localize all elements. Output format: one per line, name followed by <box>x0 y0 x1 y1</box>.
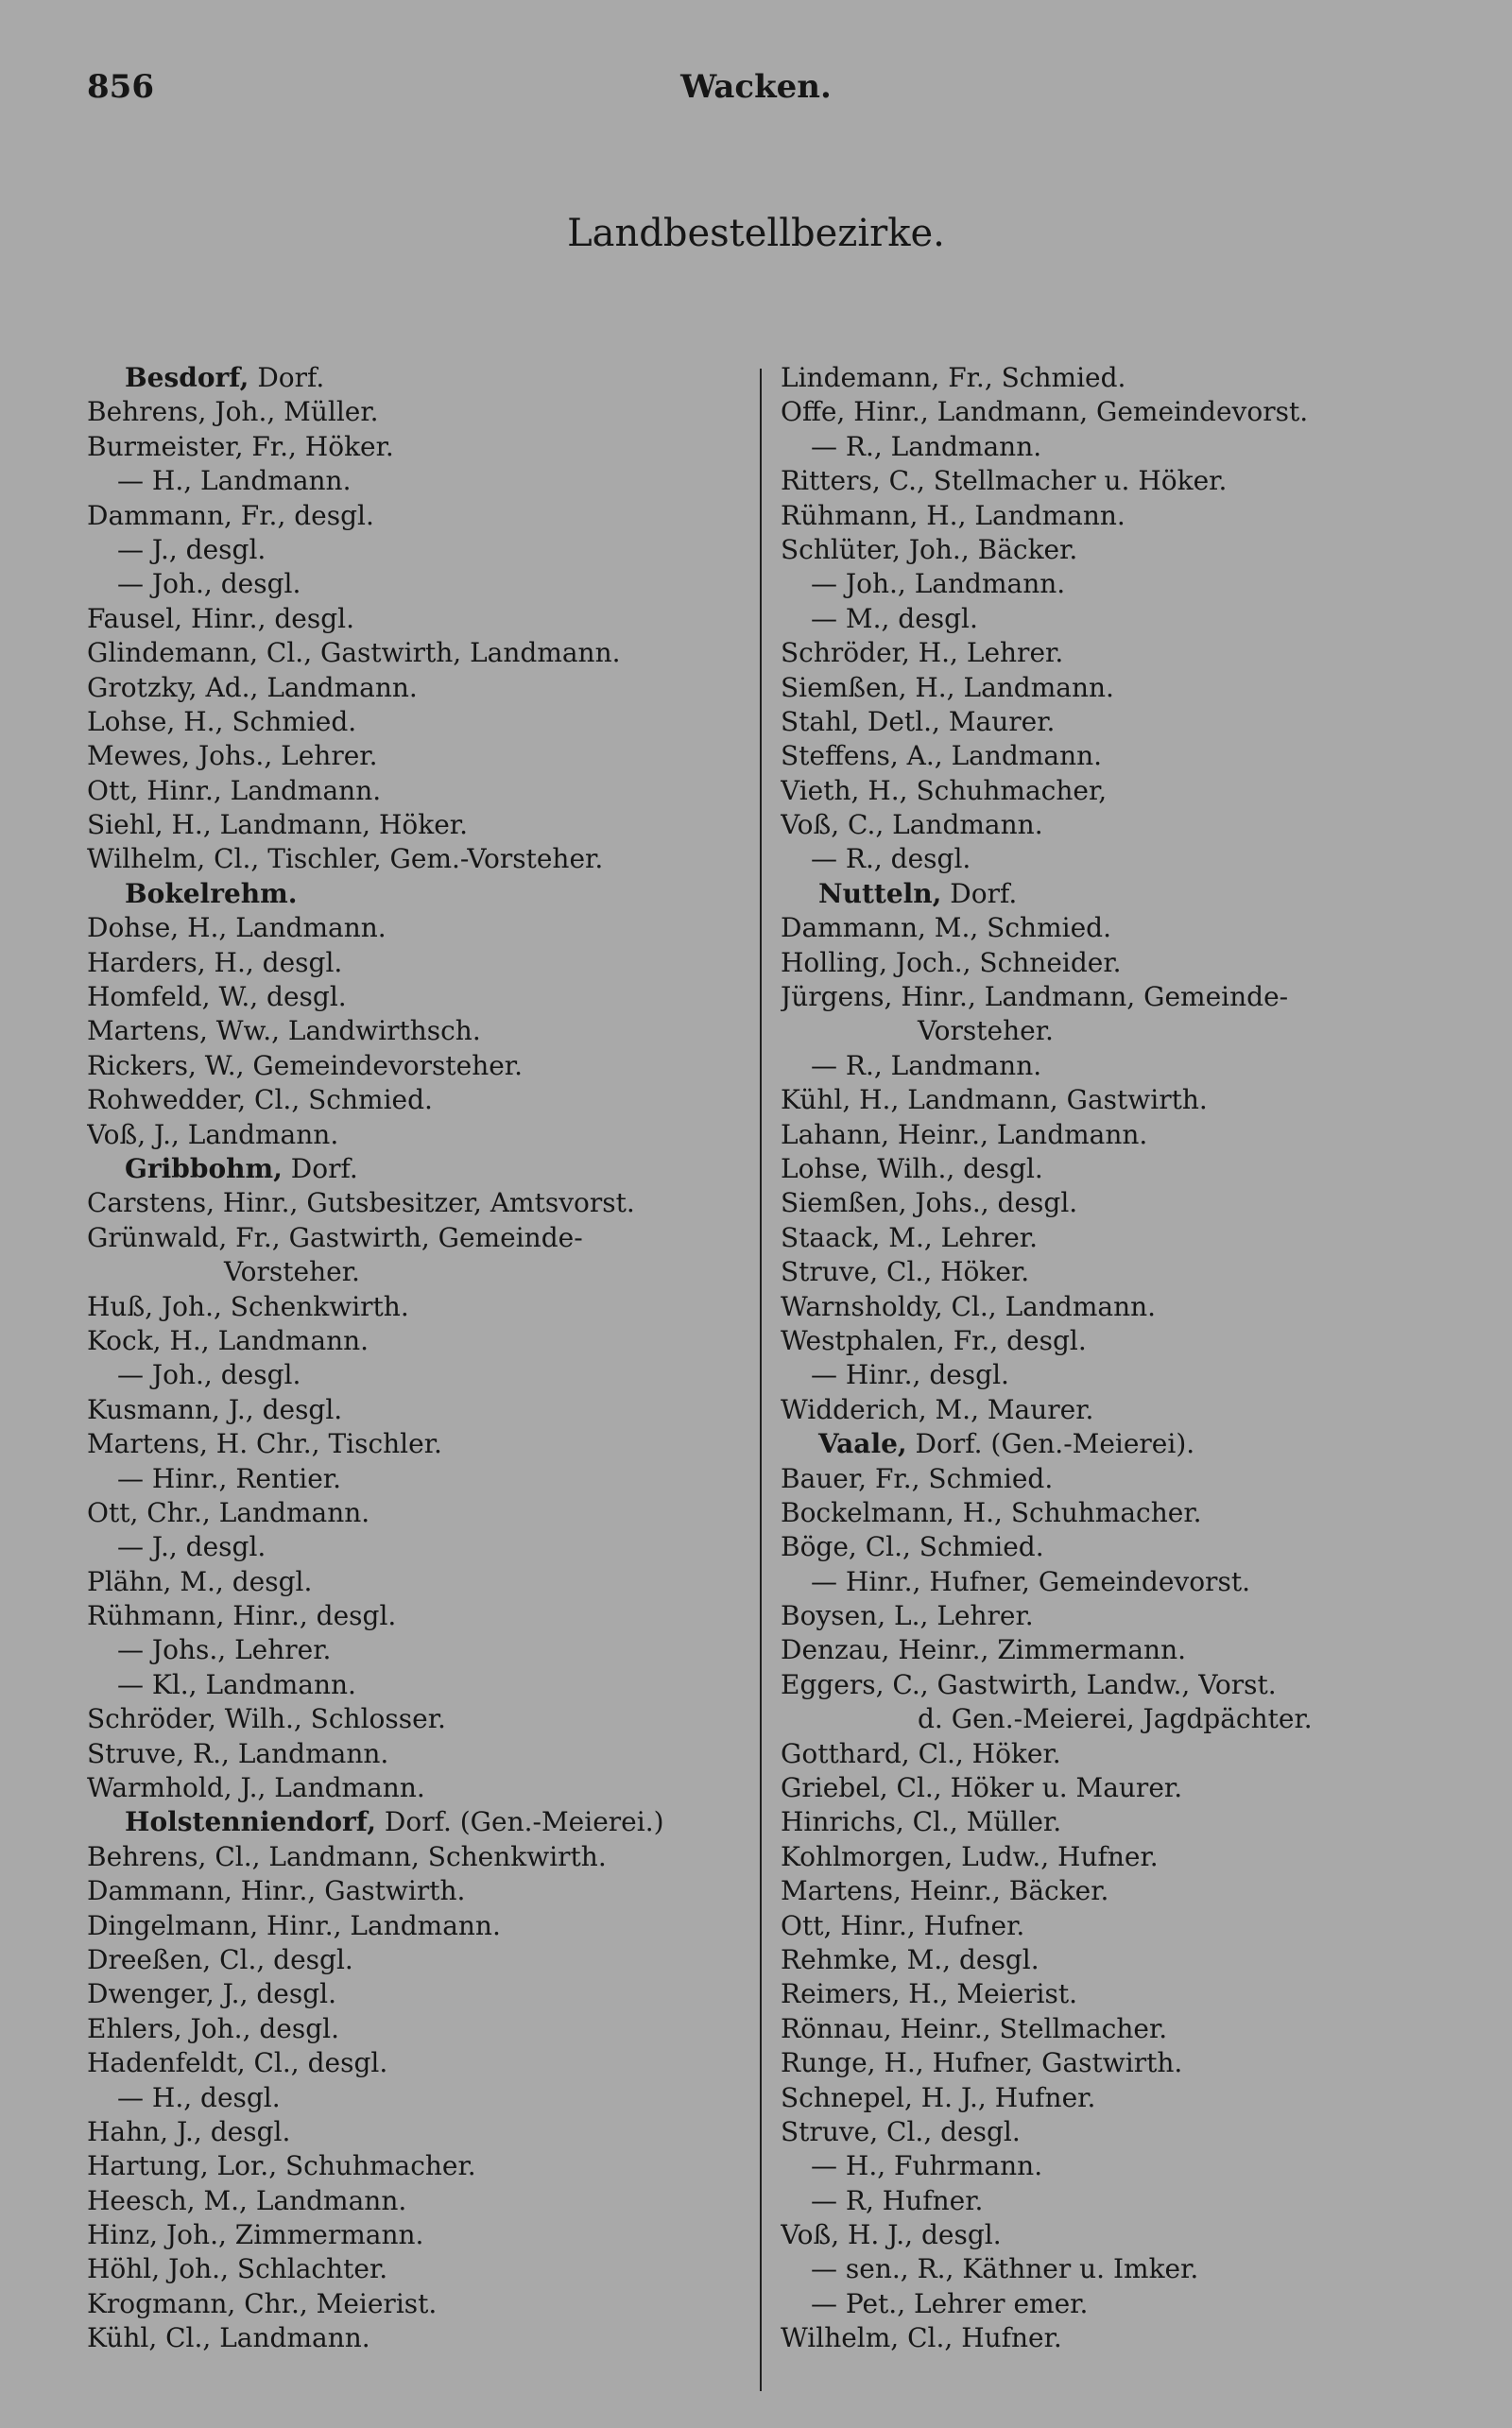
resident-entry: Kusmann, J., desgl. <box>87 1393 343 1425</box>
page-number: 856 <box>87 68 154 106</box>
resident-entry: Lahann, Heinr., Landmann. <box>781 1118 1148 1150</box>
resident-entry: Ritters, C., Stellmacher u. Höker. <box>781 465 1228 497</box>
village-type: Dorf. (Gen.-Meierei). <box>906 1428 1195 1460</box>
resident-entry: Behrens, Cl., Landmann, Schenkwirth. <box>87 1840 607 1872</box>
village-name: Besdorf, <box>125 362 249 393</box>
resident-entry: — Hinr., Hufner, Gemeindevorst. <box>811 1565 1250 1597</box>
resident-entry: Schnepel, H. J., Hufner. <box>781 2081 1096 2113</box>
resident-entry: Martens, Ww., Landwirthsch. <box>87 1015 481 1047</box>
resident-entry: Hadenfeldt, Cl., desgl. <box>87 2047 388 2079</box>
resident-entry: Lohse, Wilh., desgl. <box>781 1152 1043 1184</box>
resident-entry: Dreeßen, Cl., desgl. <box>87 1943 353 1975</box>
resident-entry: — R., Landmann. <box>811 430 1042 462</box>
resident-entry: Jürgens, Hinr., Landmann, Gemeinde- <box>781 981 1289 1013</box>
resident-entry: Runge, H., Hufner, Gastwirth. <box>781 2047 1183 2079</box>
resident-entry: Griebel, Cl., Höker u. Maurer. <box>781 1772 1183 1804</box>
resident-entry: Struve, R., Landmann. <box>87 1737 389 1769</box>
resident-entry: Rehmke, M., desgl. <box>781 1943 1040 1975</box>
resident-entry: Wilhelm, Cl., Tischler, Gem.-Vorsteher. <box>87 843 604 875</box>
village-heading <box>781 1427 1452 1461</box>
village-name: Gribbohm, <box>125 1152 283 1184</box>
section-title: Landbestellbezirke. <box>567 212 945 255</box>
resident-entry: Glindemann, Cl., Gastwirth, Landmann. <box>87 637 621 669</box>
resident-entry: — R, Hufner. <box>811 2184 984 2216</box>
resident-entry: Offe, Hinr., Landmann, Gemeindevorst. <box>781 396 1309 428</box>
entry-continuation: Vorsteher. <box>918 1015 1054 1047</box>
resident-entry: — H., desgl. <box>117 2081 281 2113</box>
resident-entry: Holling, Joch., Schneider. <box>781 946 1122 978</box>
resident-entry: Vieth, H., Schuhmacher, <box>781 774 1108 806</box>
resident-entry: Siemßen, H., Landmann. <box>781 671 1114 703</box>
resident-entry: Höhl, Joh., Schlachter. <box>87 2253 388 2285</box>
resident-entry: Martens, Heinr., Bäcker. <box>781 1875 1109 1907</box>
village-type: Dorf. (Gen.-Meierei.) <box>376 1806 664 1838</box>
resident-entry: Voß, H. J., desgl. <box>781 2219 1002 2251</box>
village-name: Vaale, <box>818 1428 907 1460</box>
resident-entry: — M., desgl. <box>811 602 978 634</box>
resident-entry: Ott, Hinr., Hufner. <box>781 1909 1025 1941</box>
resident-entry: Eggers, C., Gastwirth, Landw., Vorst. <box>781 1668 1277 1700</box>
resident-entry: — Pet., Lehrer emer. <box>811 2287 1089 2319</box>
resident-entry: Lohse, H., Schmied. <box>87 705 357 737</box>
resident-entry: Krogmann, Chr., Meierist. <box>87 2287 438 2319</box>
resident-entry: Warmhold, J., Landmann. <box>87 1772 425 1804</box>
resident-entry: Voß, J., Landmann. <box>87 1118 339 1150</box>
resident-entry: — Joh., desgl. <box>117 1359 301 1391</box>
resident-entry: Warnsholdy, Cl., Landmann. <box>781 1290 1157 1322</box>
resident-entry: Rönnau, Heinr., Stellmacher. <box>781 2012 1168 2044</box>
resident-entry: — H., Fuhrmann. <box>811 2150 1043 2182</box>
resident-entry: Widderich, M., Maurer. <box>781 1393 1094 1425</box>
resident-entry: Homfeld, W., desgl. <box>87 981 347 1013</box>
resident-entry: Fausel, Hinr., desgl. <box>87 602 355 634</box>
resident-entry: Hinz, Joh., Zimmermann. <box>87 2219 424 2251</box>
village-name: Bokelrehm. <box>125 877 298 909</box>
resident-entry: Bauer, Fr., Schmied. <box>781 1462 1054 1494</box>
resident-entry: — J., desgl. <box>117 1531 266 1563</box>
resident-entry: Hinrichs, Cl., Müller. <box>781 1806 1062 1838</box>
resident-entry: Rohwedder, Cl., Schmied. <box>87 1084 433 1116</box>
right-column <box>781 361 1452 2356</box>
resident-entry: Boysen, L., Lehrer. <box>781 1600 1034 1632</box>
resident-entry: Dammann, Fr., desgl. <box>87 499 374 531</box>
resident-entry: Stahl, Detl., Maurer. <box>781 705 1056 737</box>
resident-entry: Schröder, Wilh., Schlosser. <box>87 1703 446 1735</box>
entry-continuation: Vorsteher. <box>224 1256 360 1288</box>
resident-entry: — Hinr., desgl. <box>811 1359 1009 1391</box>
resident-entry: Siehl, H., Landmann, Höker. <box>87 809 468 841</box>
resident-entry: Dammann, Hinr., Gastwirth. <box>87 1875 466 1907</box>
resident-entry: Ott, Chr., Landmann. <box>87 1496 370 1528</box>
resident-entry: Harders, H., desgl. <box>87 946 343 978</box>
village-name: Nutteln, <box>818 877 942 909</box>
resident-entry: Steffens, A., Landmann. <box>781 740 1103 772</box>
resident-entry: — Joh., desgl. <box>117 568 301 600</box>
resident-entry: Martens, H. Chr., Tischler. <box>87 1428 442 1460</box>
resident-entry: Schröder, H., Lehrer. <box>781 637 1064 669</box>
resident-entry: Kühl, Cl., Landmann. <box>87 2322 370 2354</box>
village-heading <box>87 1805 748 1839</box>
village-heading <box>87 877 748 911</box>
village-heading <box>781 877 1452 911</box>
resident-entry: Wilhelm, Cl., Hufner. <box>781 2322 1062 2354</box>
resident-entry: Schlüter, Joh., Bäcker. <box>781 533 1078 565</box>
resident-entry: Reimers, H., Meierist. <box>781 1978 1078 2010</box>
resident-entry: — Kl., Landmann. <box>117 1668 356 1700</box>
resident-entry: Burmeister, Fr., Höker. <box>87 430 394 462</box>
resident-entry: — Johs., Lehrer. <box>117 1634 332 1666</box>
column-divider <box>760 369 762 2391</box>
resident-entry: Grotzky, Ad., Landmann. <box>87 671 418 703</box>
resident-entry: Ott, Hinr., Landmann. <box>87 774 382 806</box>
resident-entry: Westphalen, Fr., desgl. <box>781 1324 1087 1356</box>
resident-entry: Plähn, M., desgl. <box>87 1565 313 1597</box>
resident-entry: Kühl, H., Landmann, Gastwirth. <box>781 1084 1208 1116</box>
resident-entry: Kock, H., Landmann. <box>87 1324 369 1356</box>
resident-entry: Hahn, J., desgl. <box>87 2115 291 2147</box>
running-head: Wacken. <box>680 68 832 106</box>
resident-entry: Carstens, Hinr., Gutsbesitzer, Amtsvorst. <box>87 1187 635 1219</box>
resident-entry: Denzau, Heinr., Zimmermann. <box>781 1634 1186 1666</box>
resident-entry: Lindemann, Fr., Schmied. <box>781 362 1126 393</box>
resident-entry: Ehlers, Joh., desgl. <box>87 2012 340 2044</box>
resident-entry: Dammann, M., Schmied. <box>781 912 1111 944</box>
village-heading <box>87 361 748 395</box>
resident-entry: Mewes, Johs., Lehrer. <box>87 740 378 772</box>
resident-entry: — Joh., Landmann. <box>811 568 1066 600</box>
village-name: Holstenniendorf, <box>125 1806 376 1838</box>
resident-entry: — sen., R., Käthner u. Imker. <box>811 2253 1199 2285</box>
resident-entry: Voß, C., Landmann. <box>781 809 1043 841</box>
village-type: Dorf. <box>941 877 1018 909</box>
resident-entry: Rühmann, Hinr., desgl. <box>87 1600 397 1632</box>
resident-entry: — Hinr., Rentier. <box>117 1462 341 1494</box>
resident-entry: Kohlmorgen, Ludw., Hufner. <box>781 1840 1159 1872</box>
resident-entry: Behrens, Joh., Müller. <box>87 396 379 428</box>
resident-entry: Böge, Cl., Schmied. <box>781 1531 1044 1563</box>
resident-entry: Dingelmann, Hinr., Landmann. <box>87 1909 501 1941</box>
resident-entry: Struve, Cl., desgl. <box>781 2115 1021 2147</box>
resident-entry: Heesch, M., Landmann. <box>87 2184 407 2216</box>
resident-entry: Dohse, H., Landmann. <box>87 912 387 944</box>
village-type: Dorf. <box>282 1152 358 1184</box>
resident-entry: — R., desgl. <box>811 843 971 875</box>
resident-entry: Bockelmann, H., Schuhmacher. <box>781 1496 1202 1528</box>
resident-entry: Huß, Joh., Schenkwirth. <box>87 1290 409 1322</box>
resident-entry: — H., Landmann. <box>117 465 352 497</box>
village-heading <box>87 1152 748 1186</box>
left-column <box>87 361 748 2356</box>
resident-entry: Grünwald, Fr., Gastwirth, Gemeinde- <box>87 1221 583 1253</box>
resident-entry: Siemßen, Johs., desgl. <box>781 1187 1078 1219</box>
resident-entry: — J., desgl. <box>117 533 266 565</box>
resident-entry: Struve, Cl., Höker. <box>781 1256 1030 1288</box>
resident-entry: Rühmann, H., Landmann. <box>781 499 1125 531</box>
resident-entry: — R., Landmann. <box>811 1049 1042 1081</box>
village-type: Dorf. <box>249 362 325 393</box>
resident-entry: Rickers, W., Gemeindevorsteher. <box>87 1049 524 1081</box>
resident-entry: Gotthard, Cl., Höker. <box>781 1737 1061 1769</box>
entry-continuation: d. Gen.-Meierei, Jagdpächter. <box>918 1703 1313 1735</box>
resident-entry: Staack, M., Lehrer. <box>781 1221 1039 1253</box>
resident-entry: Dwenger, J., desgl. <box>87 1978 337 2010</box>
resident-entry: Hartung, Lor., Schuhmacher. <box>87 2150 476 2182</box>
